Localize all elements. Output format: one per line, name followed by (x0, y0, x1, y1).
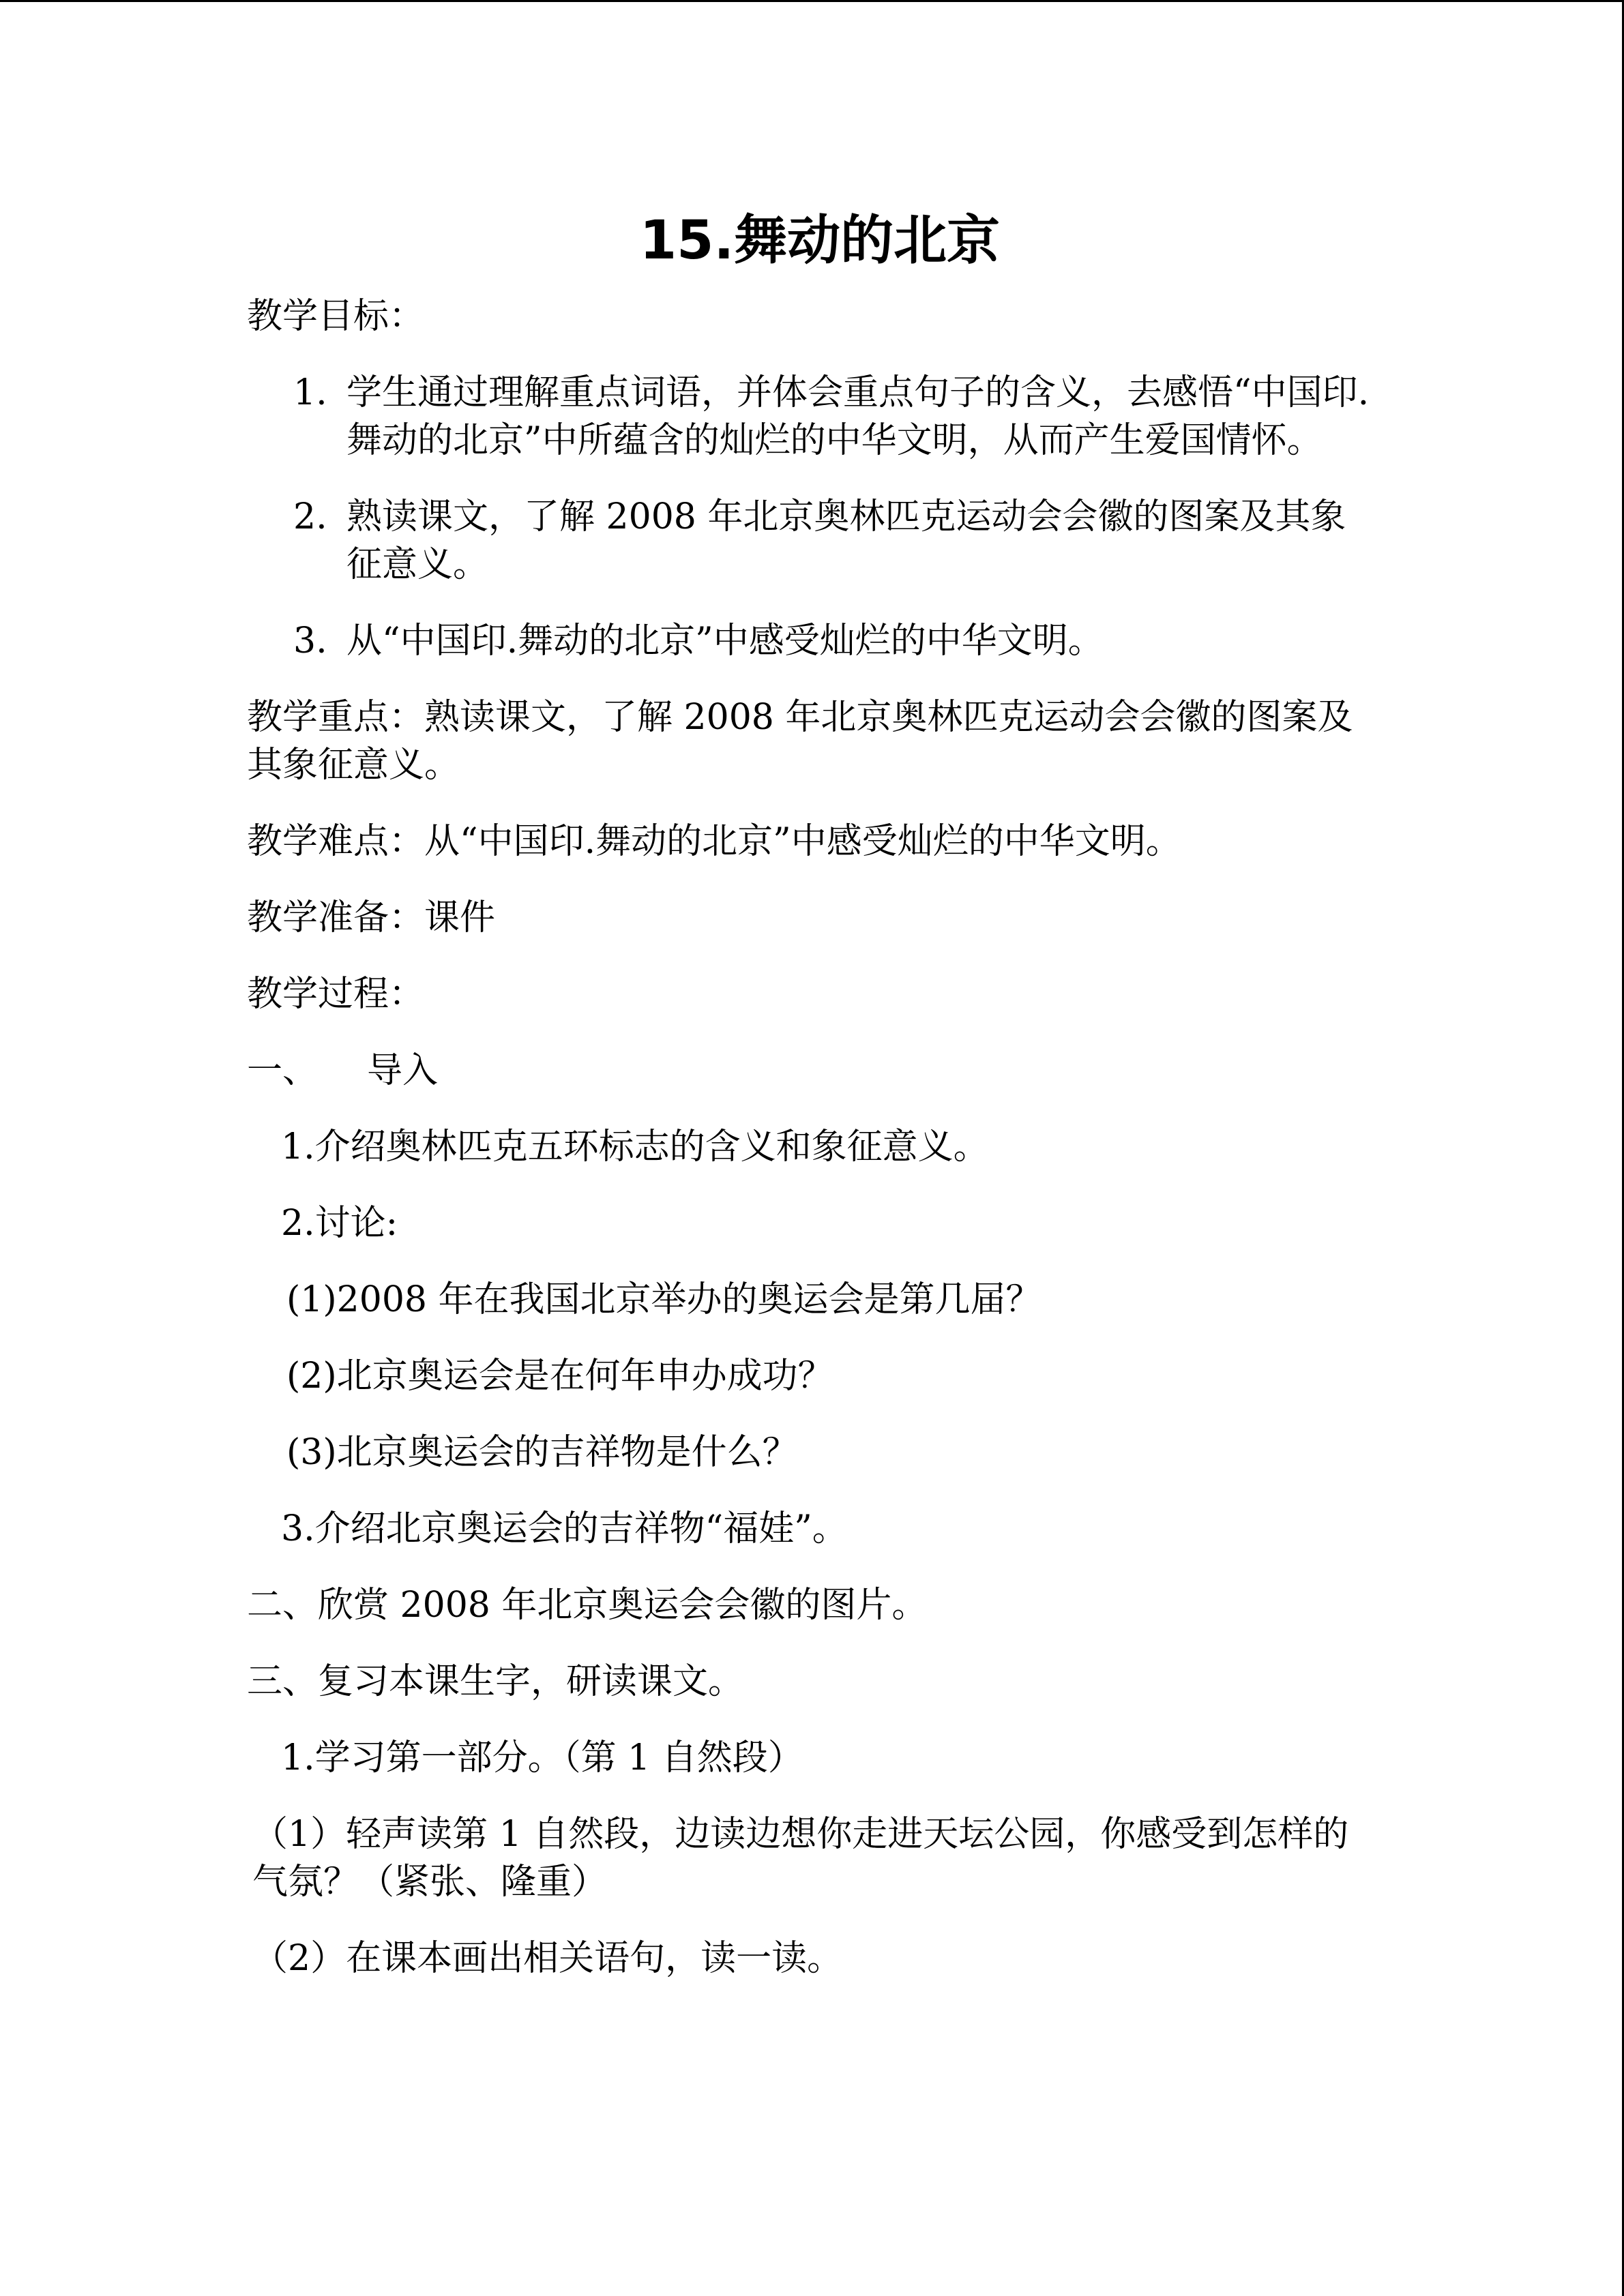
section-2-heading: 二、欣赏 2008 年北京奥运会会徽的图片。 (247, 1585, 928, 1626)
objectives-heading: 教学目标： (247, 296, 425, 337)
section-1-title: 导入 (367, 1050, 439, 1091)
objective-number: 2. (293, 496, 327, 537)
objective-number: 1. (293, 372, 327, 413)
section-1-heading (247, 1047, 1379, 1094)
objective-text: 从“中国印.舞动的北京”中感受灿烂的中华文明。 (346, 621, 1104, 661)
section-1-item: 1.介绍奥林匹克五环标志的含义和象征意义。 (281, 1127, 989, 1167)
difficulty: 教学难点：从“中国印.舞动的北京”中感受灿烂的中华文明。 (247, 821, 1181, 862)
objective-text: 熟读课文，了解 2008 年北京奥林匹克运动会会徽的图案及其象征意义。 (346, 496, 1346, 585)
reading-question: （1）轻声读第 1 自然段，边读边想你走进天坛公园，你感受到怎样的气氛？（紧张、隆重） (252, 1814, 1349, 1903)
objective-item (247, 493, 1379, 588)
section-1-item: 3.介绍北京奥运会的吉祥物“福娃”。 (281, 1508, 848, 1549)
section-1-number: 一、 (247, 1050, 319, 1091)
discussion-question: (3)北京奥运会的吉祥物是什么？ (286, 1432, 798, 1473)
key-point: 教学重点：熟读课文，了解 2008 年北京奥林匹克运动会会徽的图案及其象征意义。 (247, 697, 1353, 786)
preparation: 教学准备：课件 (247, 897, 496, 938)
objective-number: 3. (293, 621, 327, 661)
objective-text: 学生通过理解重点词语，并体会重点句子的含义，去感悟“中国印.舞动的北京”中所蕴含的灿烂的中华文明，从而产生爱国情怀。 (346, 372, 1370, 461)
section-3-item: 1.学习第一部分。（第 1 自然段） (281, 1738, 803, 1778)
section-3-heading: 三、复习本课生字，研读课文。 (247, 1661, 744, 1702)
section-1-item: 2.讨论: (281, 1203, 398, 1244)
discussion-question: (1)2008 年在我国北京举办的奥运会是第几届？ (286, 1279, 1042, 1320)
discussion-question: (2)北京奥运会是在何年申办成功？ (286, 1356, 833, 1397)
lesson-title: 15.舞动的北京 (639, 210, 1001, 271)
reading-question: （2）在课本画出相关语句，读一读。 (252, 1938, 843, 1979)
process-heading: 教学过程： (247, 974, 425, 1015)
document-body (247, 207, 1379, 2011)
objective-item (247, 369, 1379, 464)
objective-item (247, 617, 1379, 665)
